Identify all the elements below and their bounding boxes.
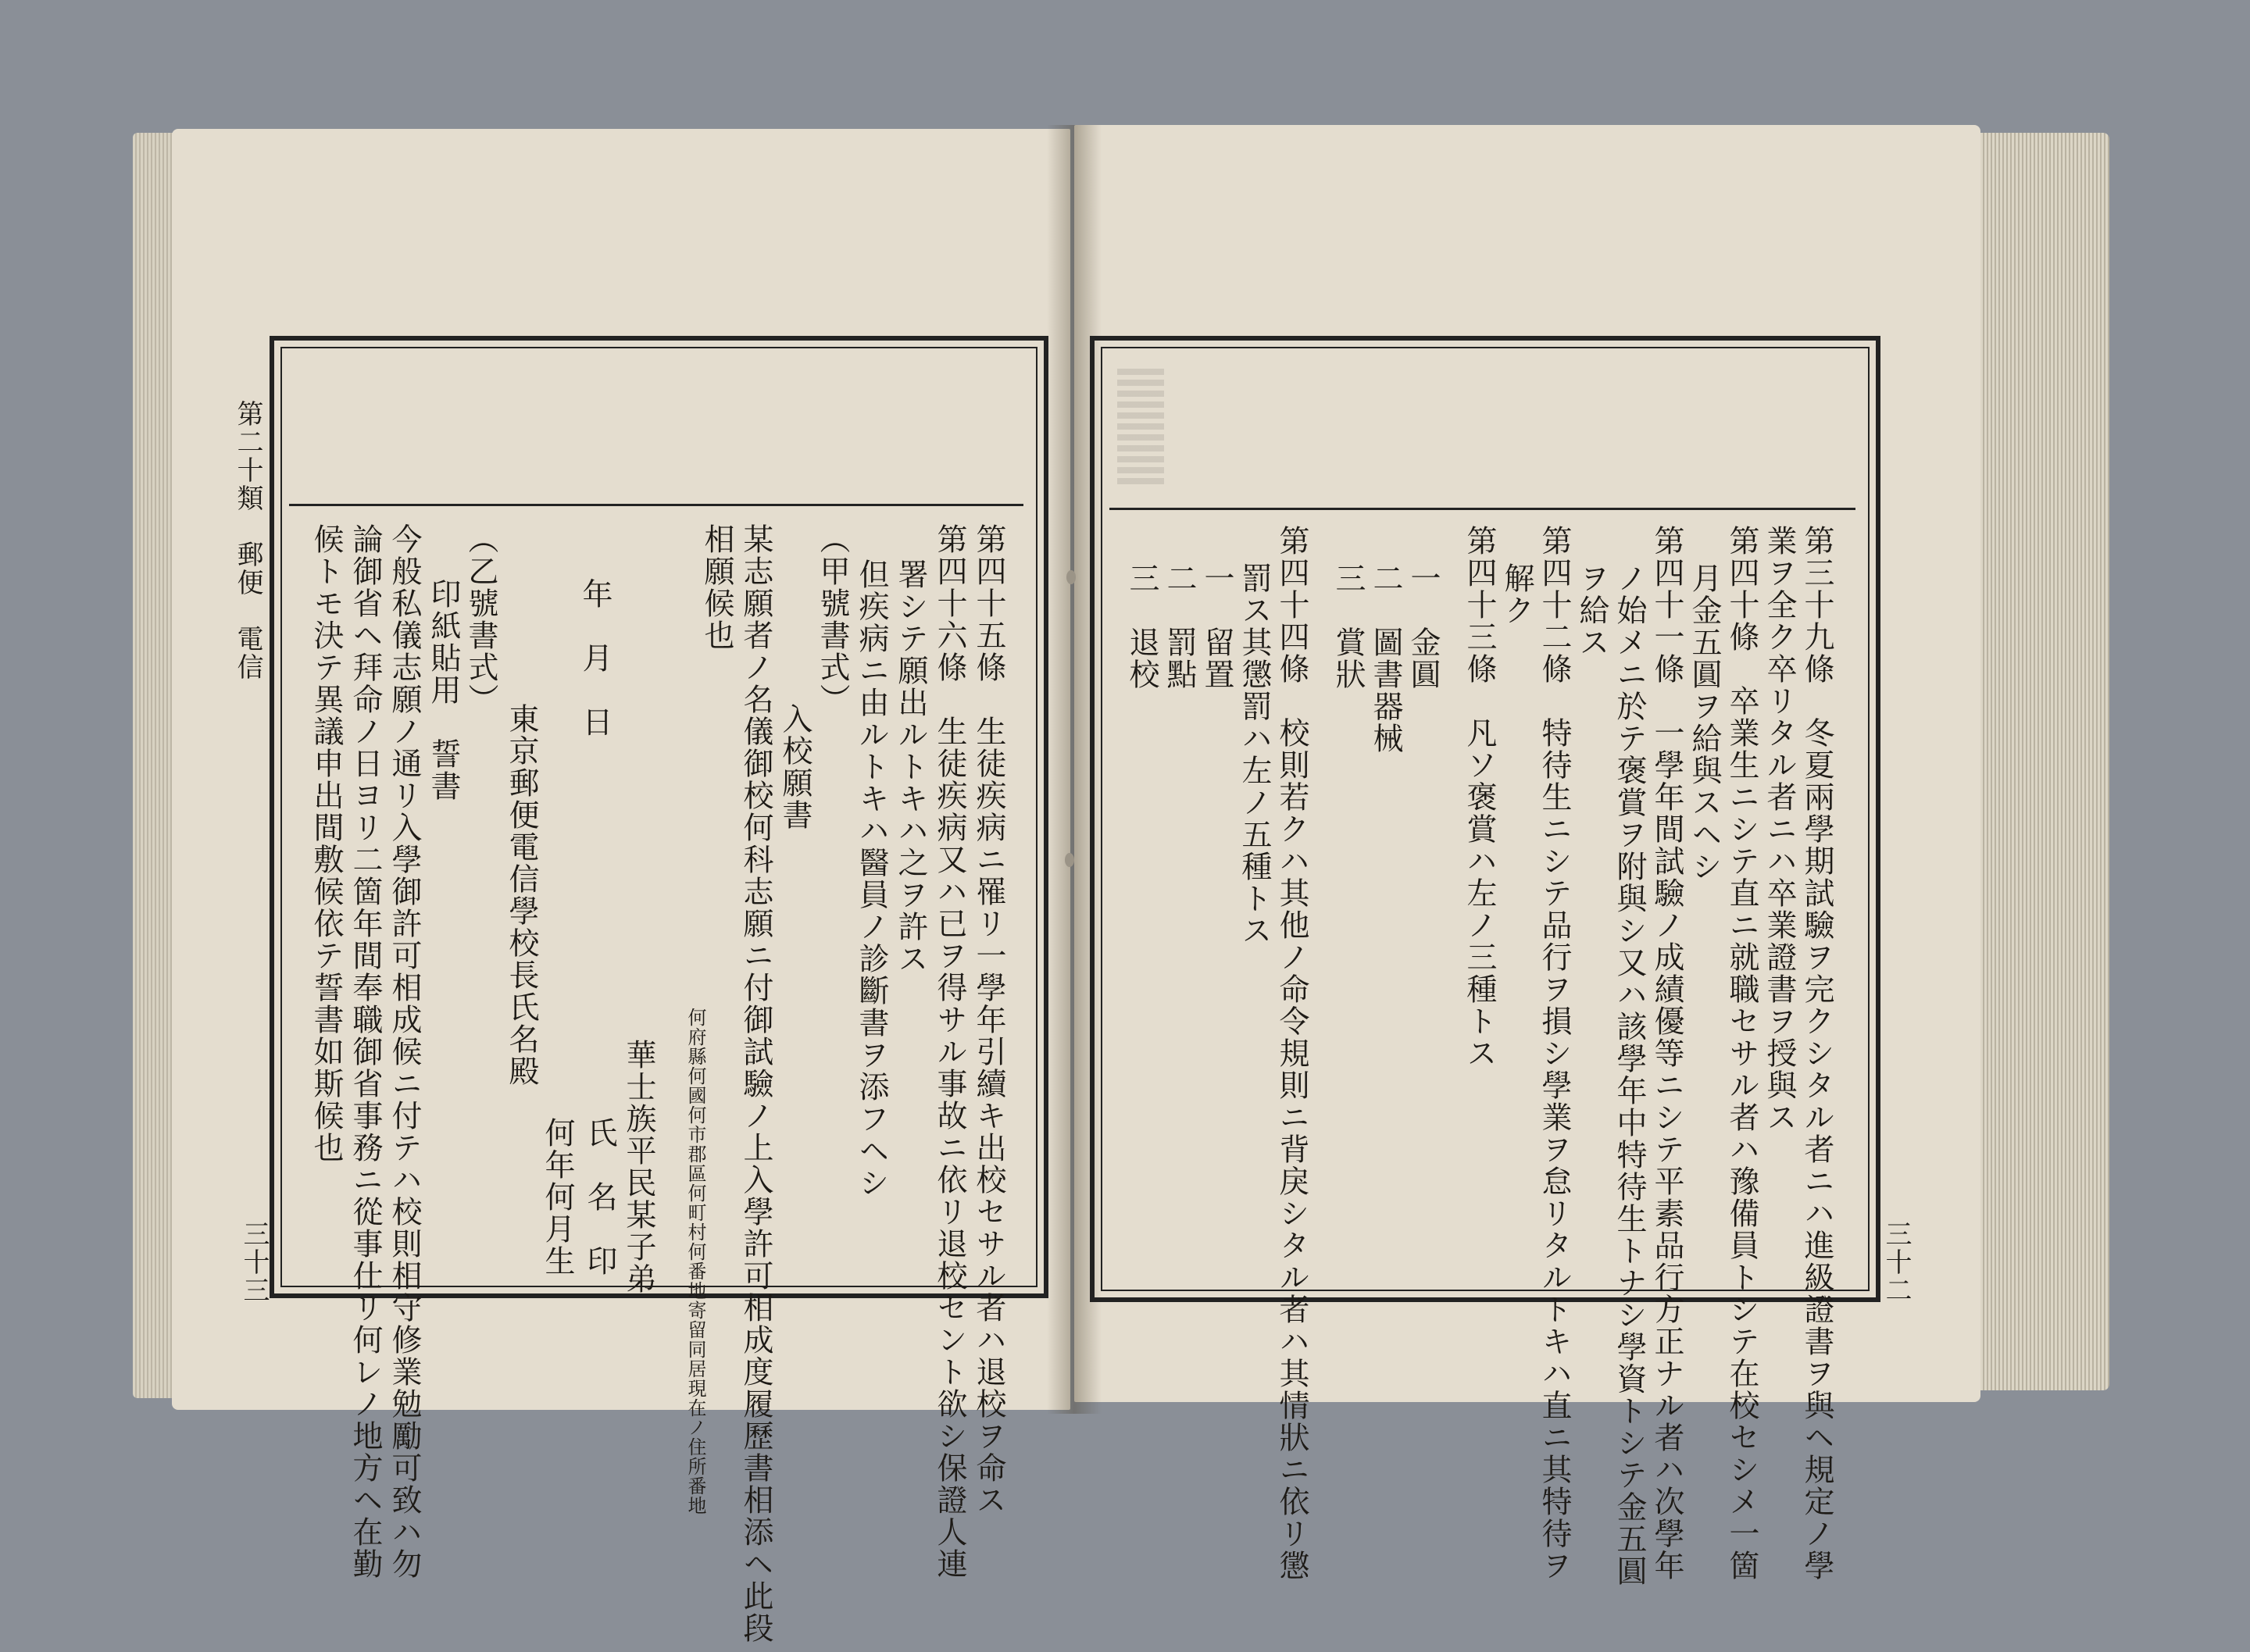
article-41-cont: ノ始メニ於テ褒賞ヲ附與シ又ハ該學年中特待生トナシ學資トシテ金五圓 [1612, 562, 1647, 1587]
reward-item-2: 二 圖書器械 [1368, 562, 1403, 755]
running-head: 第二十類 郵便 電信 [232, 400, 263, 681]
article-46-cont: 署シテ願出ルトキハ之ヲ許ス [893, 558, 928, 975]
page-number-left: 三十三 [238, 1220, 270, 1304]
penalty-item-1: 一 留置 [1199, 562, 1234, 690]
right-page-header-rule [1109, 508, 1855, 510]
reward-item-3: 三 賞狀 [1330, 562, 1366, 690]
article-44: 第四十四條 校則若クハ其他ノ命令規則ニ背戾シタル者ハ其情狀ニ依リ懲 [1274, 525, 1309, 1582]
article-41-cont2: ヲ給ス [1574, 562, 1609, 658]
form-application-text-cont: 相願候也 [699, 523, 734, 651]
article-39-cont: 業ヲ全ク卒リタル者ニハ卒業證書ヲ授與ス [1762, 525, 1797, 1133]
page-number-right: 三十二 [1880, 1220, 1912, 1304]
oath-text-1: 今般私儀志願ノ通リ入學御許可相成候ニ付テハ校則相守修業勉勵可致ハ勿 [387, 523, 422, 1580]
form-address-line: 何府縣何國何市郡區何町村何番地寄留同居現在ノ住所番地 [684, 1008, 706, 1515]
article-42-cont: 解ク [1499, 562, 1534, 626]
form-title-entrance: 入校願書 [777, 703, 812, 831]
penalty-item-2: 二 罰點 [1162, 562, 1197, 690]
binding-hole [1066, 570, 1076, 584]
article-45: 第四十五條 生徒疾病ニ罹リ一學年引續キ出校セサル者ハ退校ヲ命ス [971, 523, 1006, 1516]
form-oath-title: 印紙貼用 誓書 [426, 578, 461, 802]
article-40-cont: 月金五圓ヲ給與スヘシ [1687, 562, 1722, 883]
form-family-status: 華士族平民某子弟 [621, 1039, 656, 1295]
article-42: 第四十二條 特待生ニシテ品行ヲ損シ學業ヲ怠リタルトキハ直ニ其特待ヲ [1537, 525, 1572, 1582]
article-44-cont: 罰ス其懲罰ハ左ノ五種トス [1237, 562, 1272, 947]
form-otsu-heading: （乙號書式） [463, 523, 498, 715]
bleed-through-text [1117, 367, 1164, 484]
oath-text-3: 候トモ決テ異議申出間敷候依テ誓書如斯候也 [309, 523, 344, 1164]
binding-hole [1065, 853, 1074, 867]
form-birth-date: 何年何月生 [540, 1117, 575, 1277]
reward-item-1: 一 金圓 [1405, 562, 1441, 690]
form-kou-heading: （甲號書式） [815, 523, 850, 715]
article-43: 第四十三條 凡ソ褒賞ハ左ノ三種トス [1462, 525, 1497, 1069]
penalty-item-3: 三 退校 [1124, 562, 1159, 690]
article-39: 第三十九條 冬夏兩學期試驗ヲ完クシタル者ニハ進級證書ヲ與ヘ規定ノ學 [1799, 525, 1834, 1582]
form-application-text: 某志願者ノ名儀御校何科志願ニ付御試驗ノ上入學許可相成度履歷書相添ヘ此段 [738, 523, 773, 1644]
book-page-edges-right [1969, 133, 2109, 1390]
left-page-header-rule [289, 504, 1023, 506]
article-46: 第四十六條 生徒疾病又ハ已ヲ得サル事故ニ依リ退校セント欲シ保證人連 [932, 523, 967, 1580]
form-date-line: 年 月 日 [577, 578, 612, 738]
article-41: 第四十一條 一學年間試驗ノ成績優等ニシテ平素品行方正ナル者ハ次學年 [1649, 525, 1684, 1582]
form-addressee: 東京郵便電信學校長氏名殿 [504, 703, 539, 1087]
form-name-seal: 氏 名 印 [582, 1117, 617, 1277]
oath-text-2: 論御省ヘ拜命ノ日ヨリ二箇年間奉職御省事務ニ從事仕リ何レノ地方ヘ在勤 [348, 523, 383, 1580]
article-46-proviso: 但疾病ニ由ルトキハ醫員ノ診斷書ヲ添フヘシ [854, 558, 889, 1199]
article-40: 第四十條 卒業生ニシテ直ニ就職セサル者ハ豫備員トシテ在校セシメ一箇 [1724, 525, 1759, 1582]
